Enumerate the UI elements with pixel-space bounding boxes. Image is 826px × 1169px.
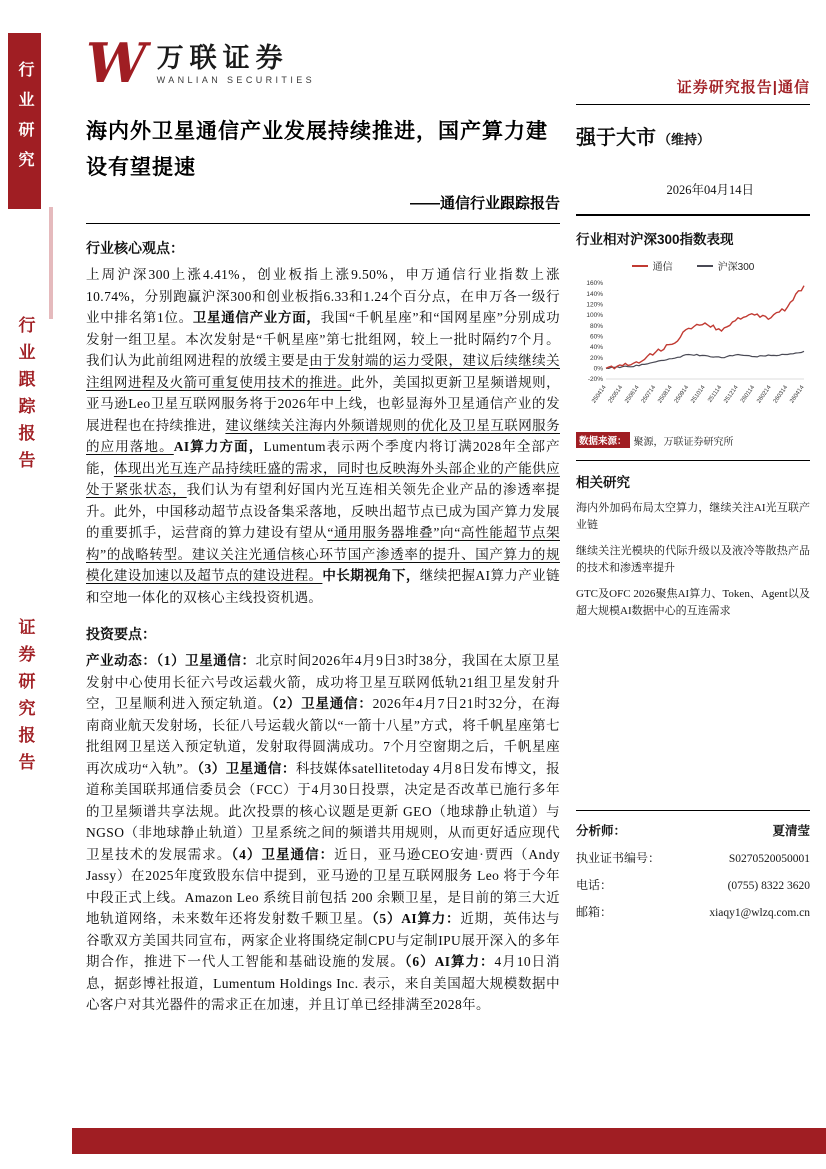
text-segment: 上周沪深300上涨4.41%，创业板指上涨9.50%，申万通信行业指数上涨10.74%，分别跑赢沪深300和创业板指6.33和1.24个百分点，在申万各一级行业中排名第1位。 (86, 267, 560, 325)
related-research-item: 继续关注光模块的代际升级以及液冷等散热产品的技术和渗透率提升 (576, 545, 810, 574)
report-category-tag: 证券研究报告|通信 (676, 79, 810, 96)
data-source-row (576, 432, 810, 448)
core-view-heading: 行业核心观点： (86, 242, 184, 257)
svg-text:250514: 250514 (607, 384, 625, 405)
company-logo (86, 36, 560, 98)
svg-text:250914: 250914 (673, 384, 691, 405)
series-line-通信 (606, 286, 804, 369)
sidebar-securities-report-label: 证券研究报告 (15, 618, 35, 780)
text-segment: （2）卫星通信： (271, 696, 373, 711)
investment-points-paragraph (86, 650, 560, 1016)
industry-rating: 强于大市 (576, 127, 656, 149)
related-research-heading: 相关研究 (576, 475, 630, 490)
data-source-chip: 数据来源： (576, 432, 630, 448)
logo-english-name: WANLIAN SECURITIES (156, 75, 316, 85)
investment-points-heading: 投资要点： (86, 628, 156, 643)
legend-label: 通信 (652, 262, 673, 273)
text-segment: 中长期视角下， (322, 568, 420, 583)
related-research-divider (576, 460, 810, 461)
report-subtitle: ——通信行业跟踪报告 (409, 195, 560, 212)
footer-bar (72, 1128, 826, 1154)
legend-item (632, 258, 673, 273)
svg-text:80%: 80% (589, 322, 603, 330)
related-research-item: GTC及OFC 2026聚焦AI算力、Token、Agent以及超大规模AI数据中心的互连需求 (576, 588, 810, 617)
text-segment: “通用服务器堆叠”向“高性能超节点架构”的战略转型。建议关注光通信核心环节国产渗透率的提升、国产算力的规模化建设加速以及超节点的建设进程。 (86, 525, 560, 583)
svg-text:251214: 251214 (723, 384, 740, 405)
main-column (86, 36, 560, 1128)
related-research-list (576, 500, 810, 620)
report-title: 海内外卫星通信产业发展持续推进，国产算力建设有望提速 (86, 120, 548, 179)
svg-text:260214: 260214 (756, 384, 773, 405)
data-source-text: 聚源，万联证券研究所 (633, 436, 734, 448)
svg-text:60%: 60% (589, 333, 603, 341)
series-line-沪深300 (606, 351, 804, 368)
sidebar-tracking-report-label-wrap (10, 316, 40, 478)
text-segment: 由于发射端的运力受限，建议后续继续关注组网进程及火箭可重复使用技术的推进。 (86, 353, 560, 390)
text-segment: 4月10日消息，据彭博社报道，Lumentum Holdings Inc. 表示，来自美国超大规模数据中心客户对其光器件的需求正在加速，并且订单已经排满至2028年。 (86, 954, 560, 1012)
legend-line-swatch (632, 265, 648, 267)
legend-line-swatch (697, 265, 713, 267)
svg-text:140%: 140% (586, 290, 603, 298)
analyst-phone: (0755) 8322 3620 (727, 880, 810, 892)
text-segment: 近期，英伟达与谷歌双方美国共同宣布，两家企业将围绕定制CPU与定制IPU展开深入的多年期合作，推进下一代人工智能和基础设施的发展。 (86, 911, 560, 969)
right-column-divider-thick (576, 214, 810, 216)
svg-text:-20%: -20% (587, 376, 603, 384)
svg-text:100%: 100% (586, 312, 603, 320)
svg-text:120%: 120% (586, 301, 603, 309)
sidebar-industry-research-box (8, 33, 41, 209)
text-segment: 产业动态：（1）卫星通信： (86, 653, 256, 668)
analyst-name: 夏清莹 (772, 824, 810, 838)
svg-text:40%: 40% (589, 344, 603, 352)
legend-label: 沪深300 (717, 262, 755, 273)
header-divider (86, 223, 560, 224)
svg-text:160%: 160% (586, 280, 603, 288)
text-segment: 建议继续关注海内外频谱规则的优化及卫星互联网服务的应用落地。 (86, 417, 560, 454)
text-segment: 继续把握AI算力产业链和空地一体化的双核心主线投资机遇。 (86, 568, 560, 605)
analyst-divider (576, 810, 810, 811)
svg-text:251114: 251114 (707, 384, 724, 404)
text-segment: 科技媒体satellitetoday 4月8日发布博文，报道称美国联邦通信委员会（FCC）于4月30日投票，决定是否改革已施行多年的卫星频谱共享法规。此次投票的核心议题是更新 GEO（地球静止轨道）与 NGSO（非地球静止轨道）卫星系统之间的频谱共用规则，从而更好适应现代卫星技术的发展需求。 (86, 760, 560, 862)
tag-divider (576, 104, 810, 105)
analyst-label: 分析师： (576, 824, 627, 838)
rating-maintained-note: （维持） (658, 132, 711, 147)
logo-chinese-name: 万联证券 (156, 43, 289, 73)
text-segment: Lumentum表示两个季度内将订满2028年全部产能， (86, 439, 560, 476)
text-segment: 我们认为有望利好国内光互连相关领先企业产品的渗透率提升。此外，中国移动超节点设备集采落地，反映出超节点已成为国产算力发展的重要抓手，运营商的算力建设有望从 (86, 482, 560, 540)
analyst-cert-row (576, 849, 810, 866)
analyst-email-row (576, 903, 810, 920)
text-segment: （3）卫星通信： (197, 760, 296, 776)
relative-performance-chart (576, 275, 810, 430)
svg-text:250814: 250814 (657, 384, 674, 405)
text-segment: （6）AI算力： (404, 954, 495, 969)
sidebar-tracking-report-label: 行业跟踪报告 (15, 316, 35, 478)
text-segment: AI算力方面， (173, 439, 264, 454)
analyst-email: xiaqy1@wlzq.com.cn (709, 907, 810, 919)
chart-legend (576, 258, 810, 273)
sidebar-securities-report-label-wrap (10, 618, 40, 780)
sidebar-accent-strip (49, 207, 53, 319)
chart-heading: 行业相对沪深300指数表现 (576, 232, 734, 247)
svg-text:250414: 250414 (591, 384, 608, 405)
text-segment: 近日，亚马逊CEO安迪·贾西（Andy Jassy）在2025年度致股东信中提到，亚马逊的卫星互联网服务 Leo 将于今年中段正式上线。Amazon Leo 系统目前包括 200 余颗卫星，是目前的第三大近地轨道网络，未来数年还将发射数千颗卫星。 (86, 846, 560, 926)
svg-text:0%: 0% (593, 365, 603, 373)
text-segment: 北京时间2026年4月9日3时38分，我国在太原卫星发射中心使用长征六号改运载火箭，成功将卫星互联网低轨21组卫星发射升空，卫星顺利进入预定轨道。 (86, 653, 560, 711)
analyst-phone-row (576, 876, 810, 893)
text-segment: （5）AI算力： (371, 911, 461, 926)
sidebar-industry-research-label: 行业研究 (16, 61, 33, 181)
svg-text:251014: 251014 (690, 384, 707, 405)
core-view-paragraph (86, 264, 560, 608)
svg-text:20%: 20% (589, 354, 603, 362)
analyst-cert-number: S0270520050001 (728, 853, 810, 865)
svg-text:250714: 250714 (640, 384, 658, 405)
analyst-block (576, 821, 810, 920)
svg-text:260314: 260314 (772, 384, 790, 405)
legend-item (697, 258, 755, 273)
text-segment: 此外，美国拟更新卫星频谱规则，亚马逊Leo卫星互联网服务将于2026年中上线，也彰显海外卫星通信产业的发展进程也在持续推进， (86, 374, 560, 433)
text-segment: 我国“千帆星座”和“国网星座”分别成功发射一组卫星。本次发射是“千帆星座”第七批组网，较上一批时隔约7个月。我们认为此前组网进程的放缓主要是 (86, 310, 560, 368)
svg-text:260414: 260414 (789, 384, 806, 405)
analyst-cert-label: 执业证书编号： (576, 851, 661, 865)
report-date: 2026年04月14日 (666, 183, 754, 197)
right-column (576, 36, 810, 920)
analyst-phone-label: 电话： (576, 878, 613, 892)
text-segment: 2026年4月7日21时32分，在海南商业航天发射场，长征八号运载火箭以“一箭十八星”方式，将千帆星座第七批组网卫星送入预定轨道，发射取得圆满成功。7个月空窗期之后，千帆星座再次成功“入轨”。 (86, 696, 560, 776)
text-segment: 体现出光互连产品持续旺盛的需求，同时也反映海外头部企业的产能供应处于紧张状态， (86, 460, 560, 497)
svg-text:250614: 250614 (624, 384, 641, 405)
analyst-email-label: 邮箱： (576, 905, 613, 919)
rating-row (576, 121, 810, 150)
text-segment: 卫星通信产业方面， (192, 310, 321, 325)
related-research-item: 海内外加码布局太空算力，继续关注AI光互联产业链 (576, 502, 810, 531)
analyst-name-row (576, 821, 810, 839)
svg-text:260114: 260114 (739, 384, 757, 405)
text-segment: （4）卫星通信： (231, 846, 335, 862)
logo-text-block (157, 36, 315, 85)
wanlian-logo-icon: W (86, 36, 147, 95)
